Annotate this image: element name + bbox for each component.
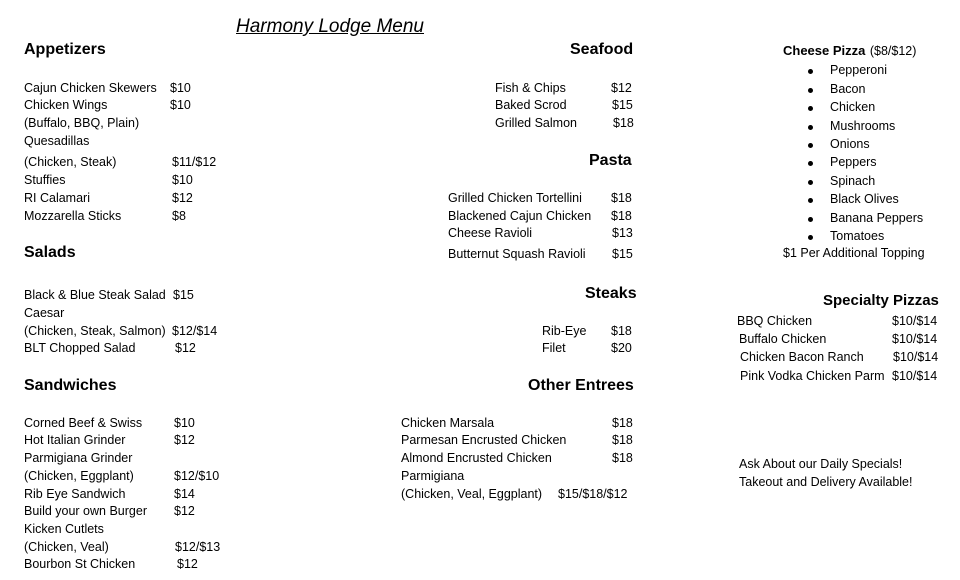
item-name: (Chicken, Steak) <box>24 155 117 169</box>
item-name: BBQ Chicken <box>737 314 813 328</box>
item-name: RI Calamari <box>24 191 90 205</box>
item-name: (Chicken, Eggplant) <box>24 469 134 483</box>
item-price: $15 <box>612 247 633 261</box>
topping-note: $1 Per Additional Topping <box>783 246 925 260</box>
item-price: $8 <box>172 209 186 223</box>
topping-item: Chicken <box>830 100 876 114</box>
item-name: Cheese Ravioli <box>448 226 533 240</box>
item-name: BLT Chopped Salad <box>24 341 136 355</box>
item-price: $12 <box>175 341 196 355</box>
bullet-dot <box>808 106 813 111</box>
item-name: Caesar <box>24 306 65 320</box>
item-name: Chicken Marsala <box>401 416 495 430</box>
item-price: $10 <box>170 98 191 112</box>
item-name: Black & Blue Steak Salad <box>24 288 166 302</box>
item-name: Chicken Bacon Ranch <box>740 350 864 364</box>
topping-item: Bacon <box>830 82 866 96</box>
topping-item: Spinach <box>830 174 876 188</box>
takeout-delivery-note: Takeout and Delivery Available! <box>739 475 913 489</box>
steaks-heading: Steaks <box>585 285 637 302</box>
item-price: $12/$13 <box>175 540 221 554</box>
item-name: Butternut Squash Ravioli <box>448 247 586 261</box>
item-price: $18 <box>613 116 634 130</box>
item-price: $20 <box>611 341 632 355</box>
topping-item: Mushrooms <box>830 119 896 133</box>
cheese-pizza-price: ($8/$12) <box>869 44 917 58</box>
item-price: $15/$18/$12 <box>558 487 628 501</box>
item-price: $10/$14 <box>892 332 938 346</box>
topping-item: Onions <box>830 137 870 151</box>
item-price: $10/$14 <box>893 350 939 364</box>
item-price: $12 <box>177 557 198 571</box>
daily-specials-note: Ask About our Daily Specials! <box>739 457 903 471</box>
item-price: $18 <box>611 209 632 223</box>
topping-item: Banana Peppers <box>830 211 924 225</box>
bullet-dot <box>808 180 813 185</box>
item-name: Pink Vodka Chicken Parm <box>740 369 885 383</box>
menu-title: Harmony Lodge Menu <box>236 16 424 37</box>
item-price: $18 <box>612 451 633 465</box>
item-name: Hot Italian Grinder <box>24 433 126 447</box>
item-name: Cajun Chicken Skewers <box>24 81 157 95</box>
item-price: $12 <box>174 433 195 447</box>
other-entrees-heading: Other Entrees <box>528 377 634 394</box>
item-name: Rib-Eye <box>542 324 587 338</box>
topping-item: Black Olives <box>830 192 899 206</box>
item-price: $18 <box>612 416 633 430</box>
item-price: $18 <box>611 324 632 338</box>
item-name: (Chicken, Steak, Salmon) <box>24 324 166 338</box>
item-price: $13 <box>612 226 633 240</box>
item-name: (Buffalo, BBQ, Plain) <box>24 116 140 130</box>
topping-item: Tomatoes <box>830 229 885 243</box>
bullet-dot <box>808 125 813 130</box>
item-name: Parmigiana Grinder <box>24 451 133 465</box>
item-price: $10/$14 <box>892 369 938 383</box>
bullet-dot <box>808 198 813 203</box>
item-name: Build your own Burger <box>24 504 147 518</box>
item-price: $12/$14 <box>172 324 218 338</box>
topping-item: Peppers <box>830 155 877 169</box>
item-price: $18 <box>612 433 633 447</box>
item-name: Grilled Chicken Tortellini <box>448 191 582 205</box>
item-price: $15 <box>612 98 633 112</box>
topping-item: Pepperoni <box>830 63 887 77</box>
item-price: $12 <box>172 191 193 205</box>
item-name: Filet <box>542 341 566 355</box>
bullet-dot <box>808 161 813 166</box>
item-price: $18 <box>611 191 632 205</box>
item-price: $10 <box>172 173 193 187</box>
item-name: Stuffies <box>24 173 66 187</box>
item-price: $10/$14 <box>892 314 938 328</box>
pasta-heading: Pasta <box>589 152 632 169</box>
seafood-heading: Seafood <box>570 41 634 58</box>
bullet-dot <box>808 88 813 93</box>
item-name: Parmigiana <box>401 469 465 483</box>
sandwiches-heading: Sandwiches <box>24 377 117 394</box>
item-name: (Chicken, Veal, Eggplant) <box>401 487 543 501</box>
item-name: Almond Encrusted Chicken <box>401 451 552 465</box>
item-price: $10 <box>170 81 191 95</box>
bullet-dot <box>808 235 813 240</box>
item-price: $12/$10 <box>174 469 220 483</box>
item-name: Buffalo Chicken <box>739 332 827 346</box>
item-price: $12 <box>174 504 195 518</box>
bullet-dot <box>808 217 813 222</box>
item-price: $15 <box>173 288 194 302</box>
item-name: Rib Eye Sandwich <box>24 487 126 501</box>
item-name: Baked Scrod <box>495 98 567 112</box>
item-price: $11/$12 <box>172 155 217 169</box>
item-name: Kicken Cutlets <box>24 522 104 536</box>
item-name: Fish & Chips <box>495 81 566 95</box>
item-name: Parmesan Encrusted Chicken <box>401 433 567 447</box>
bullet-dot <box>808 69 813 74</box>
cheese-pizza-header <box>783 42 916 60</box>
item-name: Blackened Cajun Chicken <box>448 209 592 223</box>
appetizers-heading: Appetizers <box>24 41 106 58</box>
bullet-dot <box>808 143 813 148</box>
item-name: Corned Beef & Swiss <box>24 416 143 430</box>
item-name: Chicken Wings <box>24 98 108 112</box>
item-price: $10 <box>174 416 195 430</box>
item-name: Mozzarella Sticks <box>24 209 122 223</box>
salads-heading: Salads <box>24 244 76 261</box>
item-price: $12 <box>611 81 632 95</box>
specialty-pizzas-heading: Specialty Pizzas <box>823 292 939 309</box>
item-name: Grilled Salmon <box>495 116 577 130</box>
item-price: $14 <box>174 487 195 501</box>
item-name: (Chicken, Veal) <box>24 540 109 554</box>
item-name: Quesadillas <box>24 134 90 148</box>
cheese-pizza-heading: Cheese Pizza <box>783 43 866 58</box>
item-name: Bourbon St Chicken <box>24 557 136 571</box>
